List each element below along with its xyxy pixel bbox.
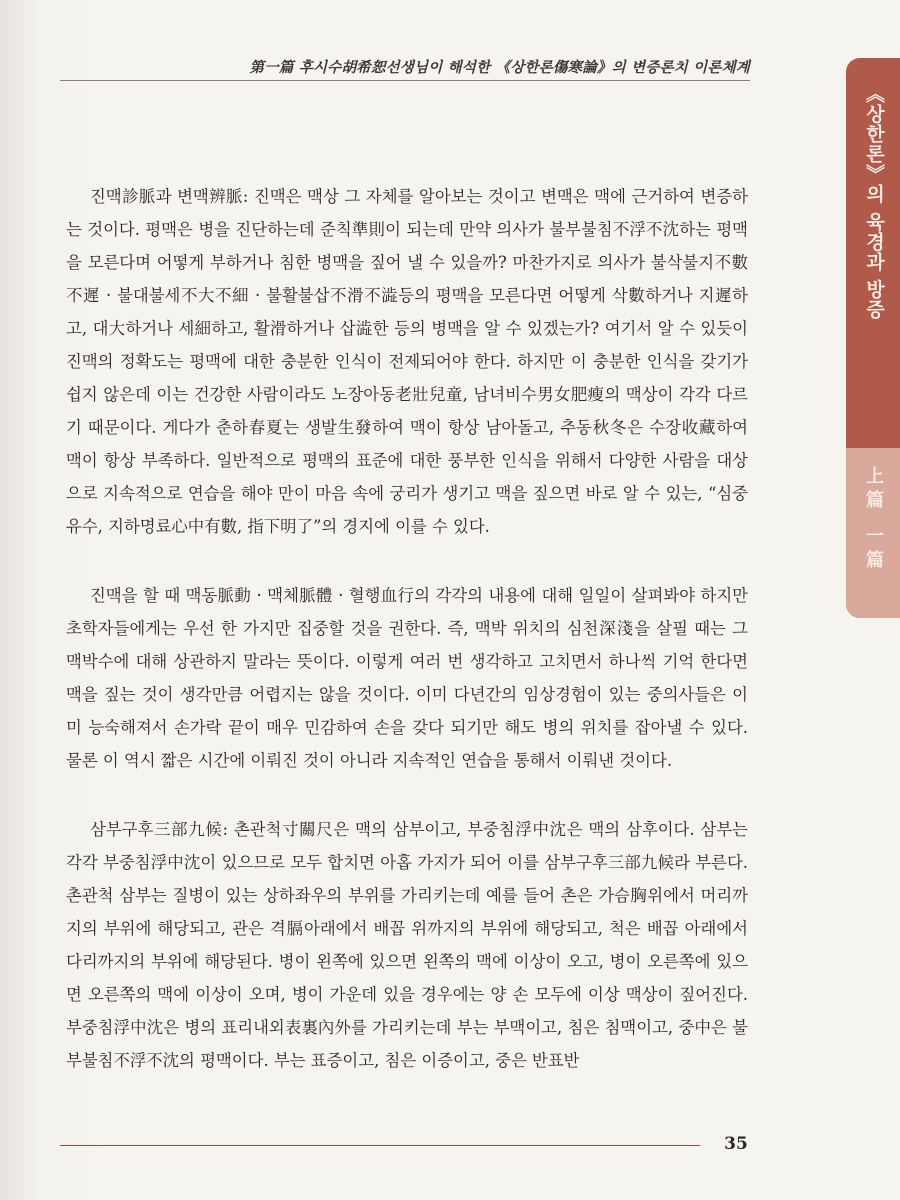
running-header: 第一篇 후시수胡希恕선생님이 해석한 《상한론傷寒論》의 변증론치 이론체계 [249, 59, 750, 76]
section-tab [846, 448, 900, 618]
chapter-tab-title: 《상한론》의 육경과 방증 [863, 84, 885, 320]
header-rule [60, 80, 750, 81]
section-tab-label: 上篇 一篇 [863, 466, 884, 575]
paragraph-pulse-diagnosis: 진맥診脈과 변맥辨脈: 진맥은 맥상 그 자체를 알아보는 것이고 변맥은 맥에 근거하여 변증하는 것이다. 평맥은 병을 진단하는데 준칙準則이 되는데 만약 의사가 불부불침不浮不沈하는 평맥을 모른다며 어떻게 부하거나 침한 병맥을 짚어 낼 수 있을까? 마찬가지로 의사가 불삭불지不數不遲 · 불대불세不大不細 · 불활불삽不滑不澁등의 평맥을 모른다면 어떻게 삭數하거나 지遲하고, 대大하거나 세細하고, 활滑하거나 삽澁한 등의 병맥을 알 수 있겠는가? 여기서 알 수 있듯이 진맥의 정확도는 평맥에 대한 충분한 인식이 전제되어야 한다. 하지만 이 충분한 인식을 갖기가 쉽지 않은데 이는 건강한 사람이라도 노장아동老壯兒童, 남녀비수男女肥瘦의 맥상이 각각 다르기 때문이다. 게다가 춘하春夏는 생발生發하여 맥이 항상 남아돌고, 추동秋冬은 수장收藏하여 맥이 항상 부족하다. 일반적으로 평맥의 표준에 대한 풍부한 인식을 위해서 다양한 사람을 대상으로 지속적으로 연습을 해야 만이 마음 속에 궁리가 생기고 맥을 짚으면 바로 알 수 있는, “심중유수, 지하명료心中有數, 指下明了”의 경지에 이를 수 있다. [66, 187, 748, 536]
footer-rule [60, 1145, 750, 1146]
chapter-side-tab [846, 58, 900, 618]
paragraph-pulse-practice: 진맥을 할 때 맥동脈動 · 맥체脈體 · 혈행血行의 각각의 내용에 대해 일일이 살펴봐야 하지만 초학자들에게는 우선 한 가지만 집중할 것을 권한다. 즉, 맥박 위치의 심천深淺을 살필 때는 그 맥박수에 대해 상관하지 말라는 뜻이다. 이렇게 여러 번 생각하고 고치면서 하나씩 기억 한다면 맥을 짚는 것이 생각만큼 어렵지는 않을 것이다. 이미 다년간의 임상경험이 있는 중의사들은 이미 능숙해져서 손가락 끝이 매우 민감하여 손을 갖다 되기만 해도 병의 위치를 잡아낼 수 있다. 물론 이 역시 짧은 시간에 이뤄진 것이 아니라 지속적인 연습을 통해서 이뤄낸 것이다. [66, 586, 748, 770]
paragraph-three-parts-nine-indicators: 삼부구후三部九候: 촌관척寸關尺은 맥의 삼부이고, 부중침浮中沈은 맥의 삼후이다. 삼부는 각각 부중침浮中沈이 있으므로 모두 합치면 아홉 가지가 되어 이를 삼부구후三部九候라 부른다. 촌관척 삼부는 질병이 있는 상하좌우의 부위를 가리키는데 예를 들어 촌은 가슴胸위에서 머리까지의 부위에 해당되고, 관은 격膈아래에서 배꼽 위까지의 부위에 해당되고, 척은 배꼽 아래에서 다리까지의 부위에 해당된다. 병이 왼쪽에 있으면 왼쪽의 맥에 이상이 오고, 병이 오른쪽에 있으면 오른쪽의 맥에 이상이 오며, 병이 가운데 있을 경우에는 양 손 모두에 이상 맥상이 짚어진다. 부중침浮中沈은 병의 표리내외表裏內外를 가리키는데 부는 부맥이고, 침은 침맥이고, 중中은 불부불침不浮不沈의 평맥이다. 부는 표증이고, 침은 이증이고, 중은 반표반 [66, 820, 748, 1070]
body-text [66, 180, 748, 1113]
page-number: 35 [700, 1128, 772, 1160]
